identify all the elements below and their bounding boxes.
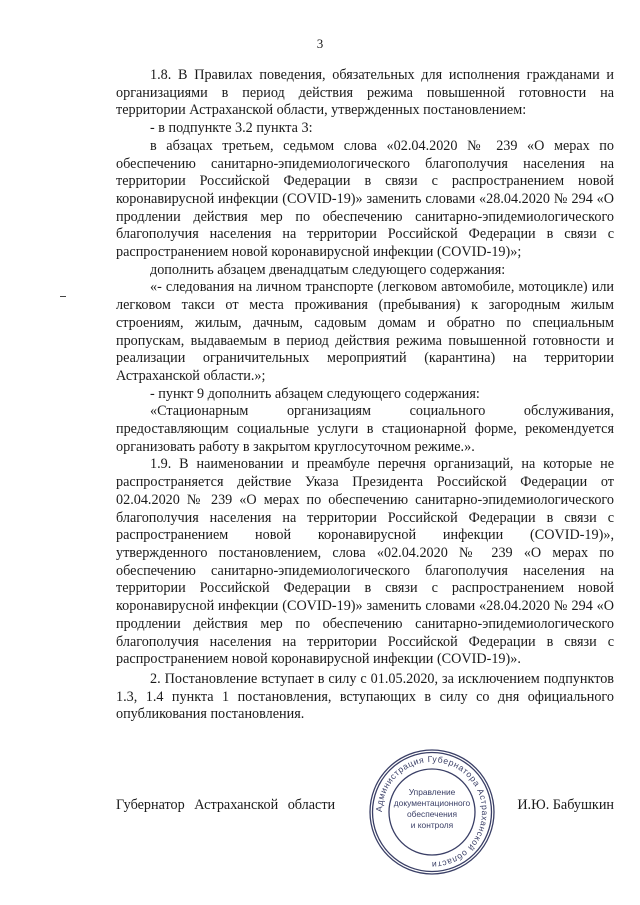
stamp-line-3: обеспечения (407, 809, 457, 819)
margin-mark (60, 296, 66, 297)
signatory-name: И.Ю. Бабушкин (517, 797, 614, 813)
page-number: 3 (316, 36, 324, 51)
paragraph-quote-transport: «- следования на личном транспорте (легковом автомобиле, мотоцикле) или легковом такси от места проживания (пребывания) к загородным жилым строениям, жилым, дачным, садовым домам и обратно по специальным пропускам, выдаваемым в период действия режима повышенной готовности и реализации ограничительных мероприятий (карантина) на территории Астраханской области.»; (116, 279, 614, 384)
stamp-ring-text: Администрация Губернатора Астраханской области (373, 753, 491, 871)
signatory-position: Губернатор Астраханской области (116, 797, 336, 813)
stamp-line-2: документационного (393, 798, 471, 808)
stamp-line-1: Управление (408, 787, 456, 797)
official-stamp (368, 748, 496, 876)
paragraph-quote-stationary: «Стационарным организациям социального обслуживания, предоставляющим социальные услуги в стационарной форме, рекомендуется организовать работу в закрытом круглосуточном режиме.». (116, 403, 614, 455)
stamp-line-4: и контроля (410, 820, 454, 830)
paragraph-2: 2. Постановление вступает в силу с 01.05.2020, за исключением подпунктов 1.3, 1.4 пункта 1 постановления, вступающих в силу со дня официального опубликования постановления. (116, 670, 614, 723)
paragraph-point-9: - пункт 9 дополнить абзацем следующего содержания: (150, 385, 480, 402)
paragraph-1-8: 1.8. В Правилах поведения, обязательных для исполнения гражданами и организациями в период действия режима повышенной готовности на территории Астраханской области, утвержденных постановлением: (116, 67, 614, 119)
paragraph-add-abzac-12: дополнить абзацем двенадцатым следующего содержания: (150, 261, 506, 278)
paragraph-abzac-replace: в абзацах третьем, седьмом слова «02.04.2020 № 239 «О мерах по обеспечению санитарно-эпидемиологического благополучия населения на территории Российской Федерации в связи с распространением новой коронавирусной инфекции (COVID-19)» заменить словами «28.04.2020 № 294 «О продлении действия мер по обеспечению санитарно-эпидемиологического благополучия населения на территории Российской Федерации в связи с распространением новой коронавирусной инфекции (COVID-19)»; (116, 137, 614, 261)
paragraph-subpoint-3-2: - в подпункте 3.2 пункта 3: (150, 120, 313, 137)
document-body (116, 67, 614, 724)
paragraph-1-9: 1.9. В наименовании и преамбуле перечня организаций, на которые не распространяется действие Указа Президента Российской Федерации от 02.04.2020 № 239 «О мерах по обеспечению санитарно-эпидемиологического благополучия населения на территории Российской Федерации в связи с распространением новой коронавирусной инфекции (COVID-19)», утвержденного постановлением, слова «02.04.2020 № 239 «О мерах по обеспечению санитарно-эпидемиологического благополучия населения на территории Российской Федерации в связи с распространением новой коронавирусной инфекции (COVID-19)» заменить словами «28.04.2020 № 294 «О продлении действия мер по обеспечению санитарно-эпидемиологического благополучия населения на территории Российской Федерации в связи с распространением новой коронавирусной инфекции (COVID-19)». (116, 456, 614, 668)
